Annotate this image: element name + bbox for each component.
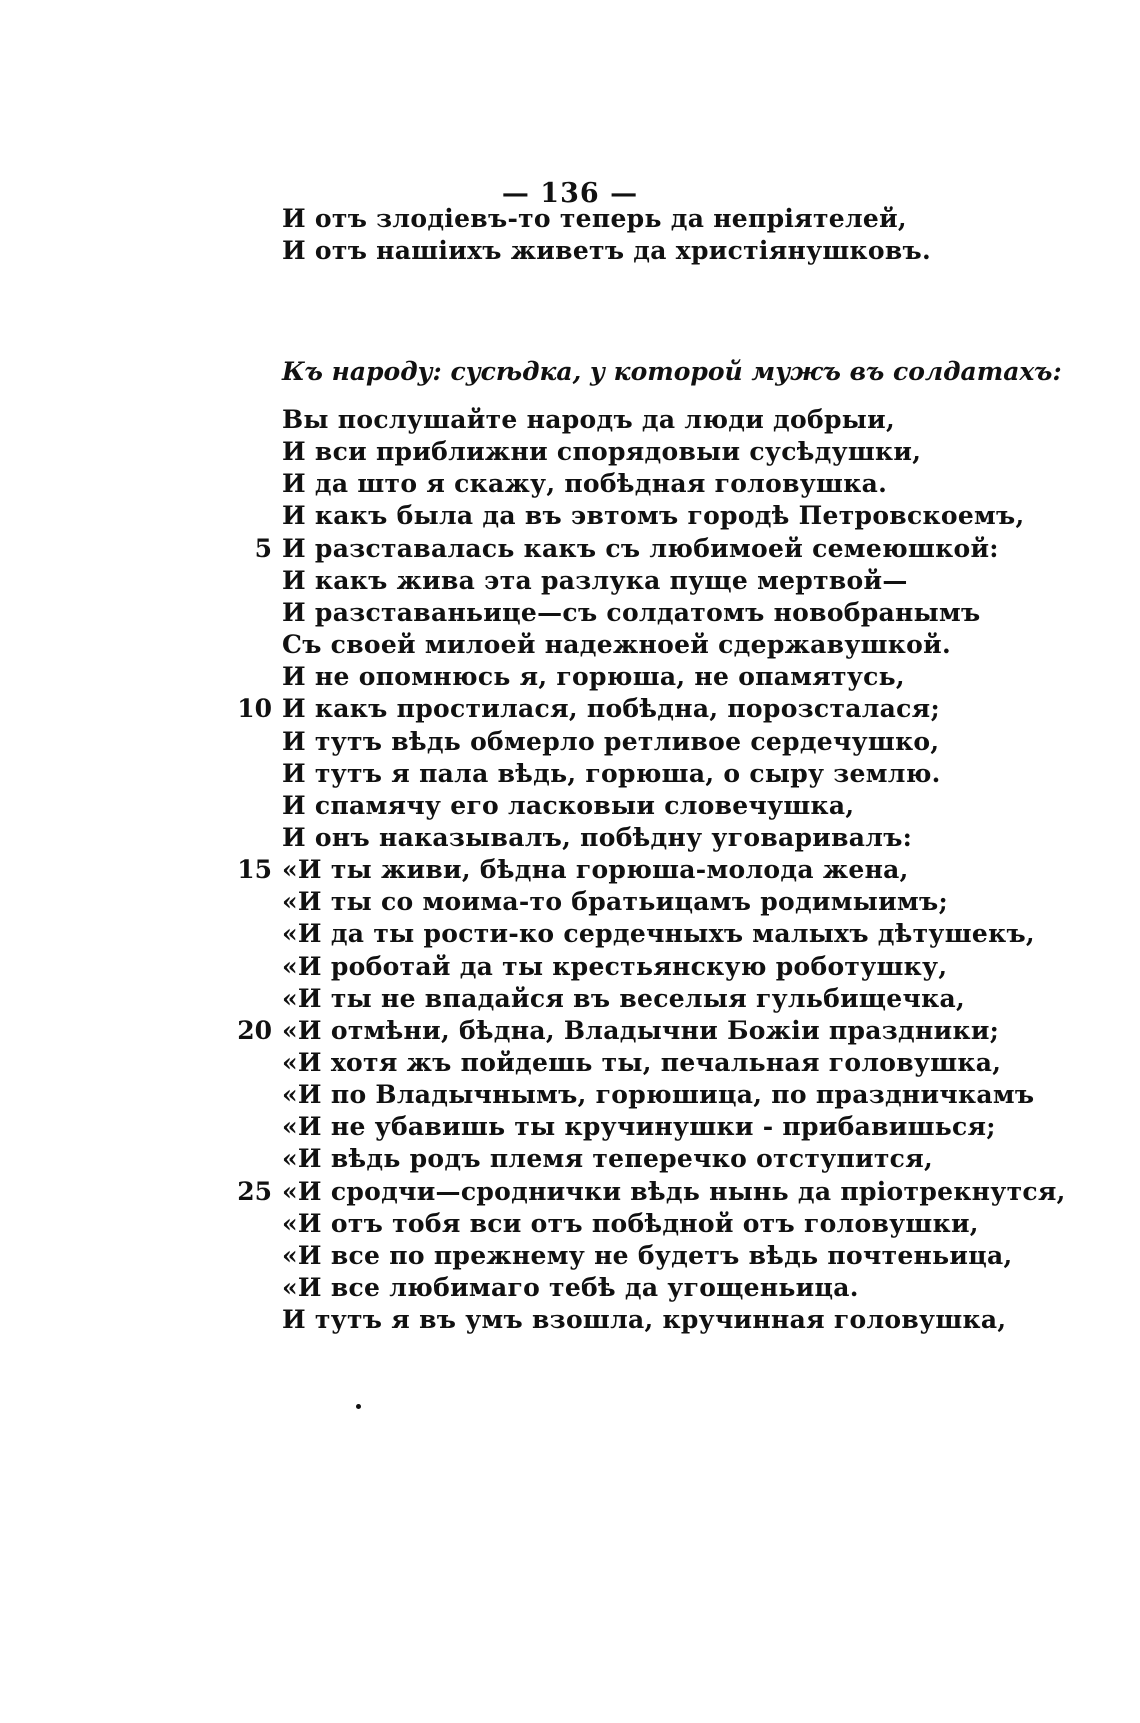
poem-line: Съ своей милоей надежноей сдержавушкой. [282,630,951,659]
poem-line: И какъ жива эта разлука пуще мертвой— [282,566,908,595]
opening-line: И отъ нашіихъ живетъ да христіянушковъ. [282,236,932,265]
poem-line: «И все по прежнему не будетъ вѣдь почтеньица, [282,1241,1013,1270]
line-number: 20 [237,1016,272,1045]
opening-line: И отъ злодіевъ-то теперь да непріятелей, [282,204,907,233]
poem-line: И какъ была да въ эвтомъ городѣ Петровскоемъ, [282,501,1025,530]
poem-line: «И отмѣни, бѣдна, Владычни Божіи праздники; [282,1016,1000,1045]
poem-line: И да што я скажу, побѣдная головушка. [282,469,888,498]
line-number: 25 [237,1177,272,1206]
page-number: — 136 — [501,178,639,209]
poem-line: «И вѣдь родъ племя теперечко отступится, [282,1144,933,1173]
poem-line: И тутъ я въ умъ взошла, кручинная головушка, [282,1305,1007,1334]
poem-line: «И по Владычнымъ, горюшица, по праздничкамъ [282,1080,1035,1109]
poem-line: «И да ты рости-ко сердечныхъ малыхъ дѣтушекъ, [282,919,1035,948]
poem-line: «И ты не впадайся въ веселыя гульбищечка, [282,984,965,1013]
line-number: 10 [237,694,272,723]
poem-line: «И ты со моима-то братьицамъ родимыимъ; [282,887,949,916]
poem-line: «И сродчи—сроднички вѣдь нынь да пріотрекнутся, [282,1177,1066,1206]
poem-line: И спамячу его ласковыи словечушка, [282,791,855,820]
poem-line: Вы послушайте народъ да люди добрыи, [282,405,895,434]
line-number: 15 [237,855,272,884]
poem-line: «И хотя жъ пойдешь ты, печальная головушка, [282,1048,1002,1077]
poem-line: «И роботай да ты крестьянскую роботушку, [282,952,948,981]
poem-line: И тутъ я пала вѣдь, горюша, о сыру землю. [282,759,941,788]
poem-line: И не опомнюсь я, горюша, не опамятусь, [282,662,905,691]
poem-line: «И отъ тобя вси отъ побѣдной отъ головушки, [282,1209,979,1238]
line-number: 5 [254,534,272,563]
print-speck [356,1404,361,1409]
poem-line: «И все любимаго тебѣ да угощеньица. [282,1273,859,1302]
poem-line: И тутъ вѣдь обмерло ретливое сердечушко, [282,727,940,756]
section-heading: Къ народу: сусѣдка, у которой мужъ въ солдатахъ: [282,357,1062,386]
poem-line: И разставалась какъ съ любимоей семеюшкой: [282,534,999,563]
poem-line: «И ты живи, бѣдна горюша-молода жена, [282,855,909,884]
poem-line: И какъ простилася, побѣдна, порозсталася; [282,694,940,723]
poem-line: «И не убавишь ты кручинушки - прибавишься; [282,1112,996,1141]
poem-line: И разставаньице—съ солдатомъ новобранымъ [282,598,981,627]
poem-line: И онъ наказывалъ, побѣдну уговаривалъ: [282,823,913,852]
poem-line: И вси приближни спорядовыи сусѣдушки, [282,437,922,466]
